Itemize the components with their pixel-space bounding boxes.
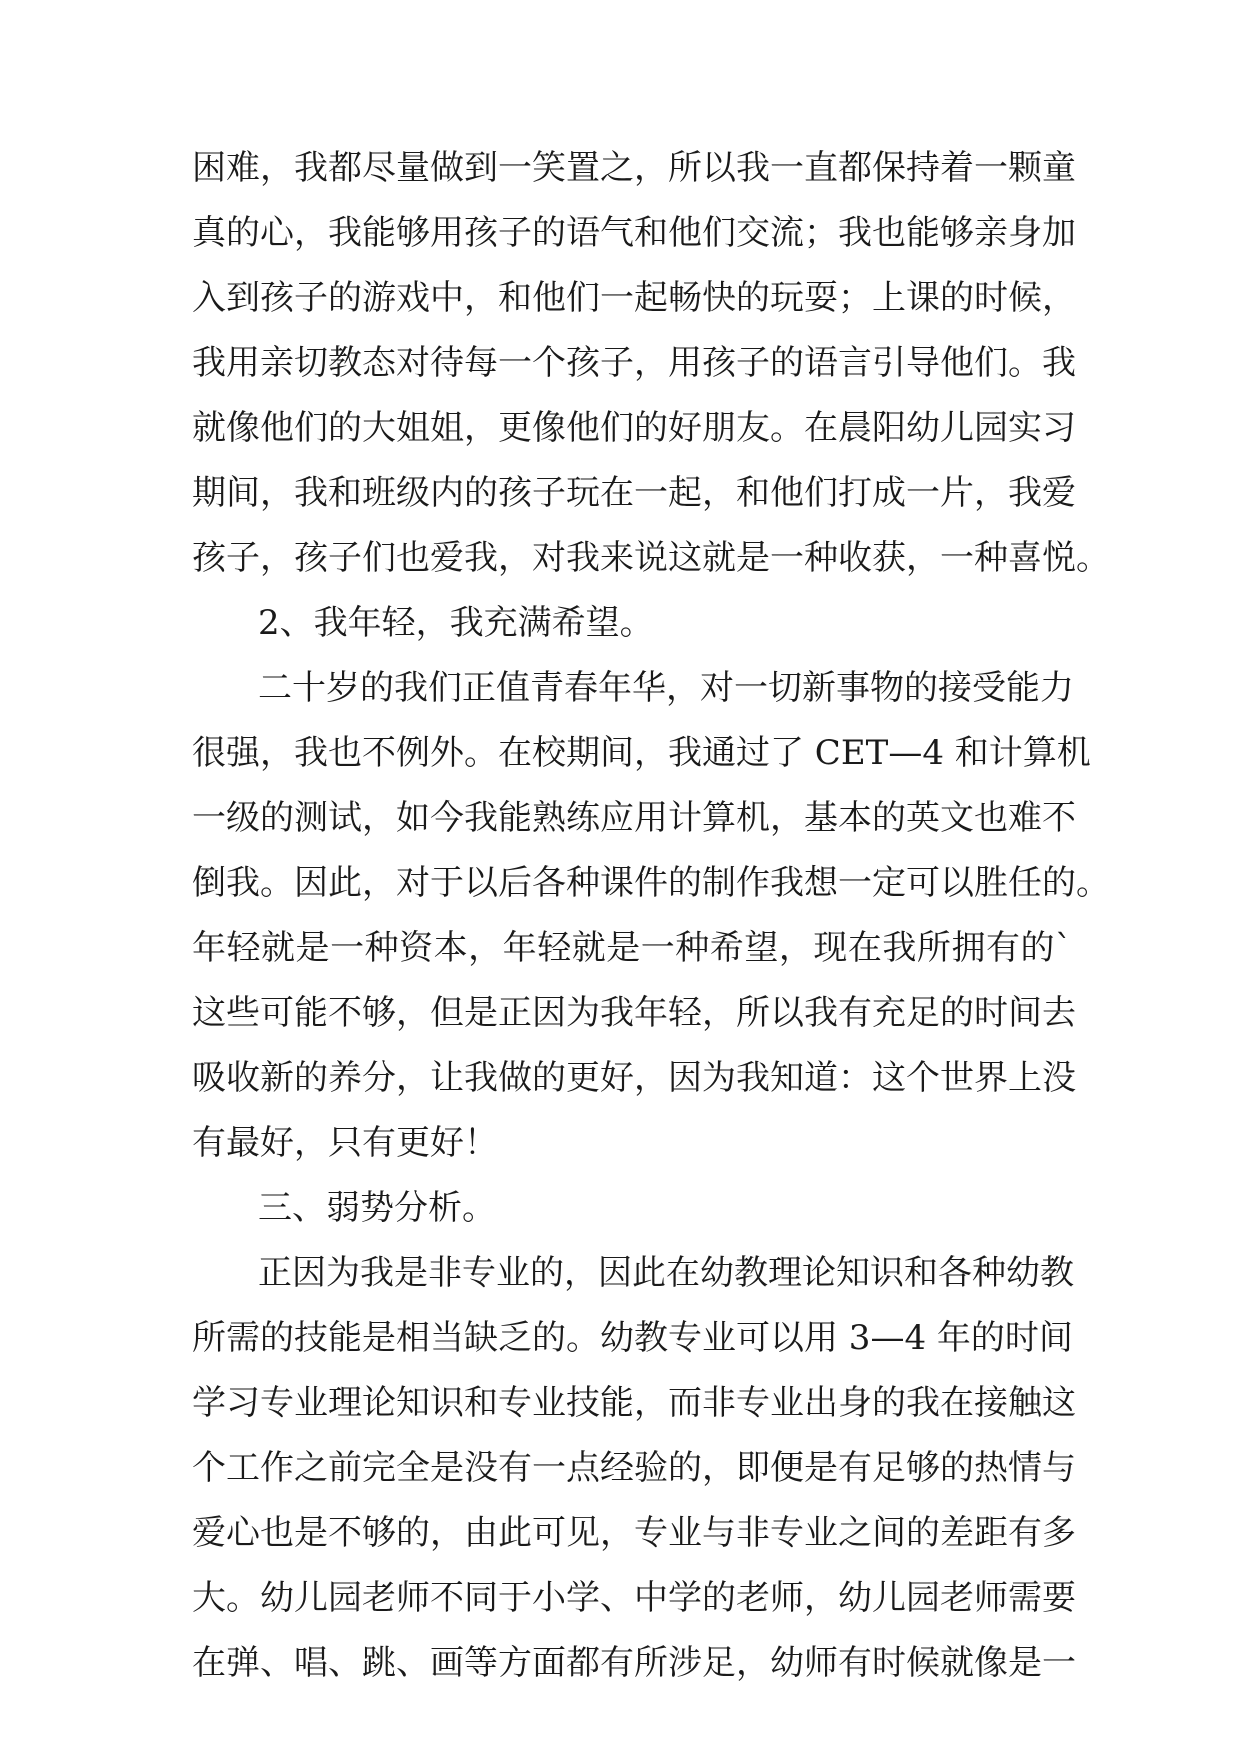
text-line: 真的心，我能够用孩子的语气和他们交流；我也能够亲身加: [192, 213, 1076, 253]
text-line: 我用亲切教态对待每一个孩子，用孩子的语言引导他们。我: [192, 343, 1076, 383]
text-line: 大。幼儿园老师不同于小学、中学的老师，幼儿园老师需要: [192, 1578, 1076, 1618]
text-line: 困难，我都尽量做到一笑置之，所以我一直都保持着一颗童: [192, 148, 1076, 188]
text-line: 个工作之前完全是没有一点经验的，即便是有足够的热情与: [192, 1448, 1076, 1488]
section-heading: 2、我年轻，我充满希望。: [258, 603, 654, 643]
text-line: 有最好，只有更好！: [192, 1123, 498, 1163]
text-line: 这些可能不够，但是正因为我年轻，所以我有充足的时间去: [192, 993, 1076, 1033]
text-line: 孩子，孩子们也爱我，对我来说这就是一种收获，一种喜悦。: [192, 538, 1110, 578]
text-line: 所需的技能是相当缺乏的。幼教专业可以用 3—4 年的时间: [192, 1318, 1073, 1358]
text-line: 就像他们的大姐姐，更像他们的好朋友。在晨阳幼儿园实习: [192, 408, 1076, 448]
text-line: 二十岁的我们正值青春年华，对一切新事物的接受能力: [258, 668, 1074, 708]
text-line: 一级的测试，如今我能熟练应用计算机，基本的英文也难不: [192, 798, 1076, 838]
text-line: 倒我。因此，对于以后各种课件的制作我想一定可以胜任的。: [192, 863, 1110, 903]
text-line: 吸收新的养分，让我做的更好，因为我知道：这个世界上没: [192, 1058, 1076, 1098]
text-line: 正因为我是非专业的，因此在幼教理论知识和各种幼教: [258, 1253, 1074, 1293]
text-line: 入到孩子的游戏中，和他们一起畅快的玩耍；上课的时候，: [192, 278, 1076, 318]
text-line: 很强，我也不例外。在校期间，我通过了 CET—4 和计算机: [192, 733, 1091, 773]
text-line: 在弹、唱、跳、画等方面都有所涉足，幼师有时候就像是一: [192, 1643, 1076, 1683]
section-heading: 三、弱势分析。: [258, 1188, 496, 1228]
text-line: 期间，我和班级内的孩子玩在一起，和他们打成一片，我爱: [192, 473, 1076, 513]
text-line: 爱心也是不够的，由此可见，专业与非专业之间的差距有多: [192, 1513, 1076, 1553]
text-line: 学习专业理论知识和专业技能，而非专业出身的我在接触这: [192, 1383, 1076, 1423]
text-line: 年轻就是一种资本，年轻就是一种希望，现在我所拥有的`: [192, 928, 1072, 968]
